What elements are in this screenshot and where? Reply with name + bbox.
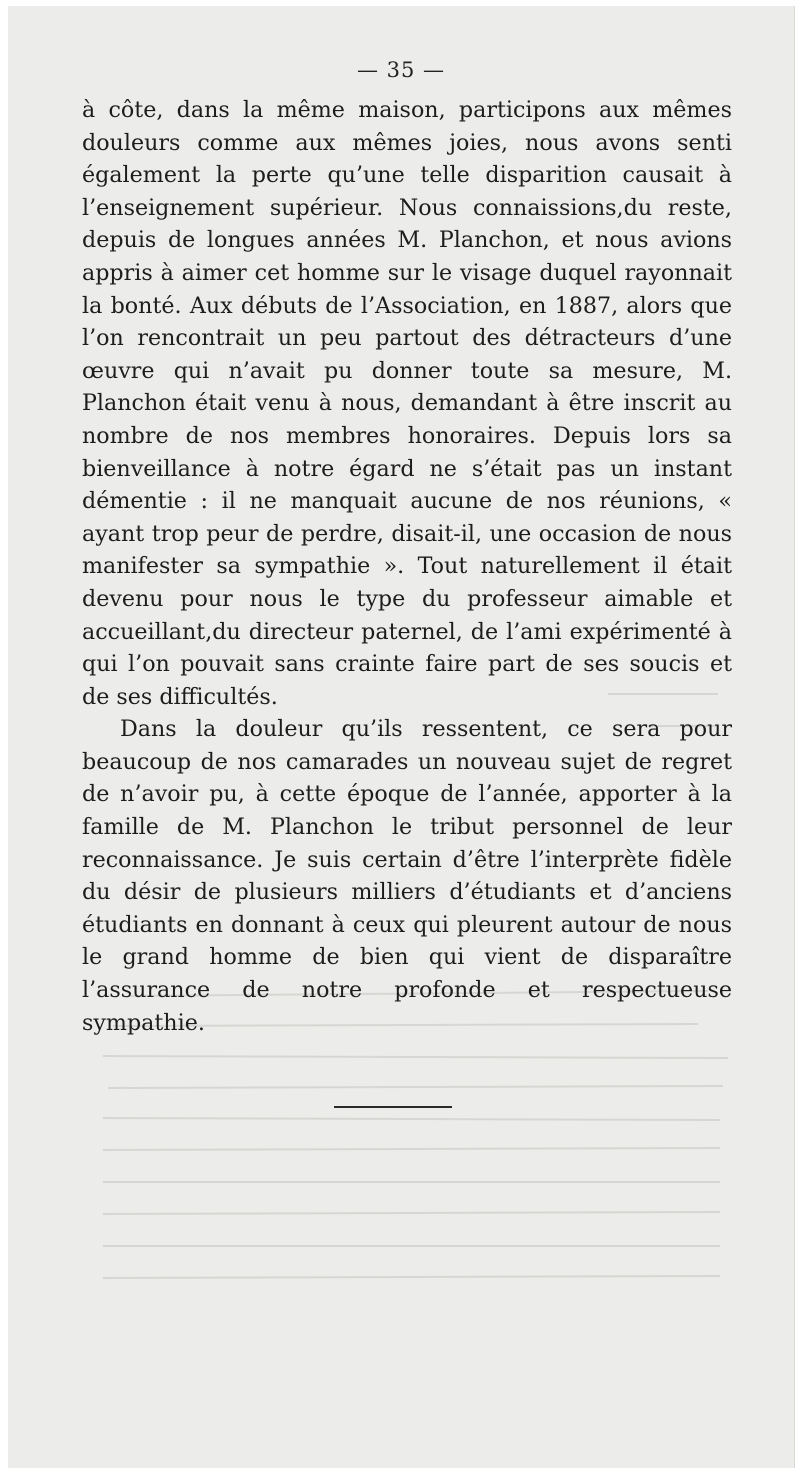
- paragraph-1: à côte, dans la même maison, participons aux mêmes douleurs comme aux mêmes joies, nous avons senti également la perte qu’une telle disparition causait à l’enseignement supérieur. Nous connaissions,du reste, depuis de longues années M. Planchon, et nous avions appris à aimer cet homme sur le visage duquel rayonnait la bonté. Aux débuts de l’Association, en 1887, alors que l’on rencontrait un peu partout des détracteurs d’une œuvre qui n’avait pu donner toute sa mesure, M. Planchon était venu à nous, demandant à être inscrit au nombre de nos membres honoraires. Depuis lors sa bienveillance à notre égard ne s’était pas un instant démentie : il ne manquait aucune de nos réunions, « ayant trop peur de perdre, disait-il, une occasion de nous manifester sa sympathie ». Tout naturellement il était devenu pour nous le type du professeur aimable et accueillant,du directeur paternel, de l’ami expérimenté à qui l’on pouvait sans crainte faire part de ses soucis et de ses difficultés.: [82, 97, 732, 710]
- book-page: [8, 6, 795, 1468]
- page-number: — 35 —: [356, 58, 446, 82]
- paragraph-2: Dans la douleur qu’ils ressentent, ce sera pour beaucoup de nos camarades un nouveau sujet de regret de n’avoir pu, à cette époque de l’année, apporter à la famille de M. Planchon le tribut personnel de leur reconnaissance. Je suis certain d’être l’interprète fidèle du désir de plusieurs milliers d’étudiants et d’anciens étudiants en donnant à ceux qui pleurent autour de nous le grand homme de bien qui vient de disparaître l’assurance de notre profonde et respectueuse sympathie.: [82, 716, 732, 1036]
- closing-rule: [334, 1106, 452, 1108]
- body-text: [82, 94, 732, 1039]
